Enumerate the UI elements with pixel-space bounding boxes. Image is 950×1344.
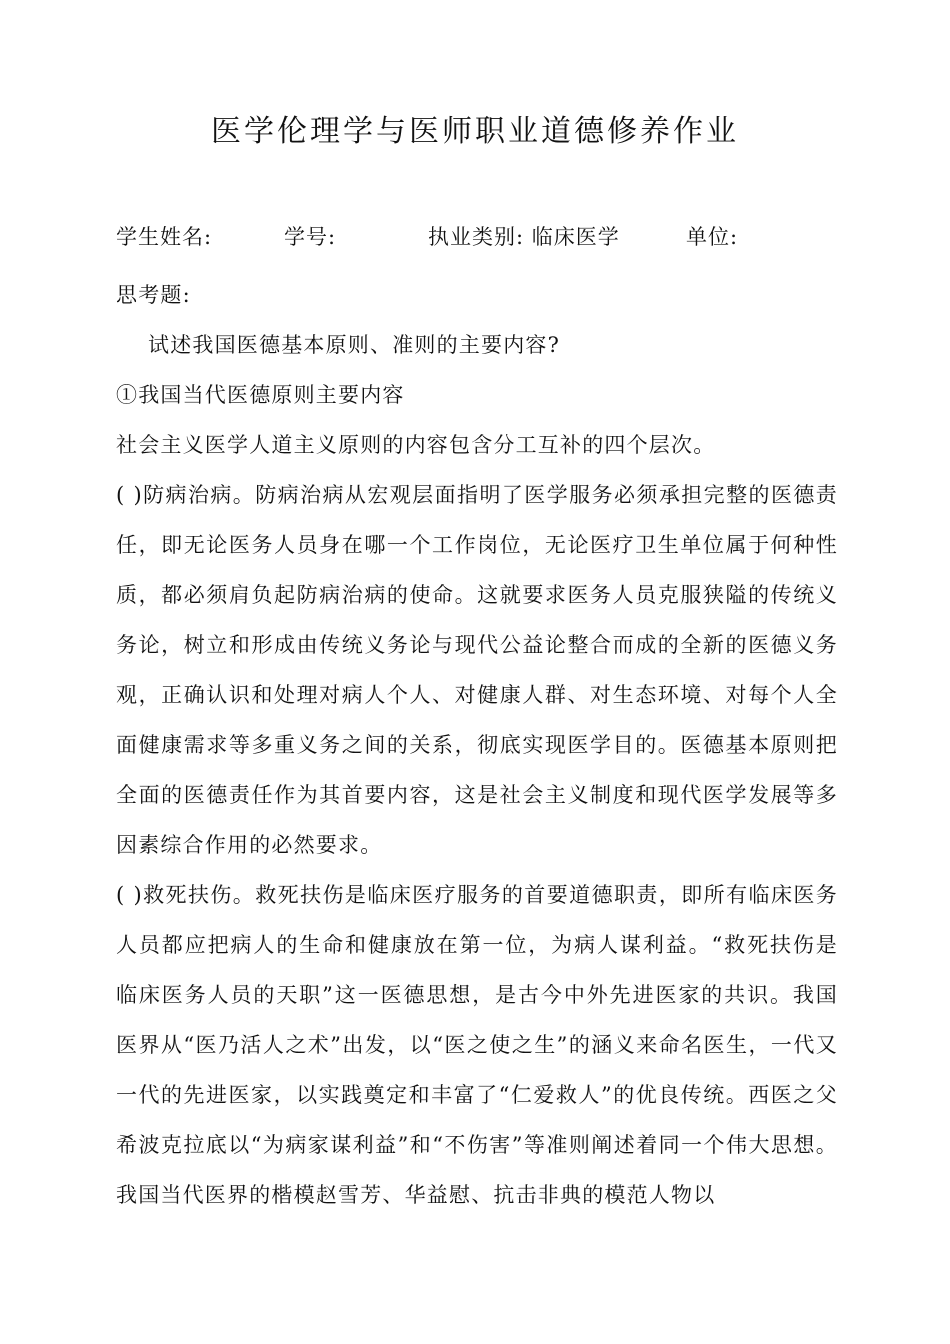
- document-body: [116, 270, 838, 1220]
- student-info-row: [116, 220, 836, 254]
- paragraph-rescue: ( )救死扶伤。救死扶伤是临床医疗服务的首要道德职责，即所有临床医务人员都应把病人的生命和健康放在第一位，为病人谋利益。“救死扶伤是临床医务人员的天职”这一医德思想，是古今中外先进医家的共识。我国医界从“医乃活人之术”出发，以“医之使之生”的涵义来命名医生，一代又一代的先进医家，以实践奠定和丰富了“仁爱救人”的优良传统。西医之父希波克拉底以“为病家谋利益”和“不伤害”等准则阐述着同一个伟大思想。我国当代医界的楷模赵雪芳、华益慰、抗击非典的模范人物以: [116, 883, 838, 1207]
- intro-paragraph: 社会主义医学人道主义原则的内容包含分工互补的四个层次。: [116, 433, 716, 457]
- thinking-heading: 思考题:: [116, 283, 191, 307]
- section-heading: ①我国当代医德原则主要内容: [116, 383, 405, 407]
- student-name-label: 学生姓名:: [116, 225, 213, 249]
- paragraph-prevention: ( )防病治病。防病治病从宏观层面指明了医学服务必须承担完整的医德责任，即无论医务人员身在哪一个工作岗位，无论医疗卫生单位属于何种性质，都必须肩负起防病治病的使命。这就要求医务人员克服狭隘的传统义务论，树立和形成由传统义务论与现代公益论整合而成的全新的医德义务观，正确认识和处理对病人个人、对健康人群、对生态环境、对每个人全面健康需求等多重义务之间的关系，彻底实现医学目的。医德基本原则把全面的医德责任作为其首要内容，这是社会主义制度和现代医学发展等多因素综合作用的必然要求。: [116, 483, 838, 857]
- document-title: 医学伦理学与医师职业道德修养作业: [211, 114, 739, 149]
- unit-label: 单位:: [686, 225, 739, 249]
- question-text: 试述我国医德基本原则、准则的主要内容?: [148, 333, 561, 357]
- student-id-label: 学号:: [284, 225, 337, 249]
- practice-category: 执业类别: 临床医学: [428, 225, 620, 249]
